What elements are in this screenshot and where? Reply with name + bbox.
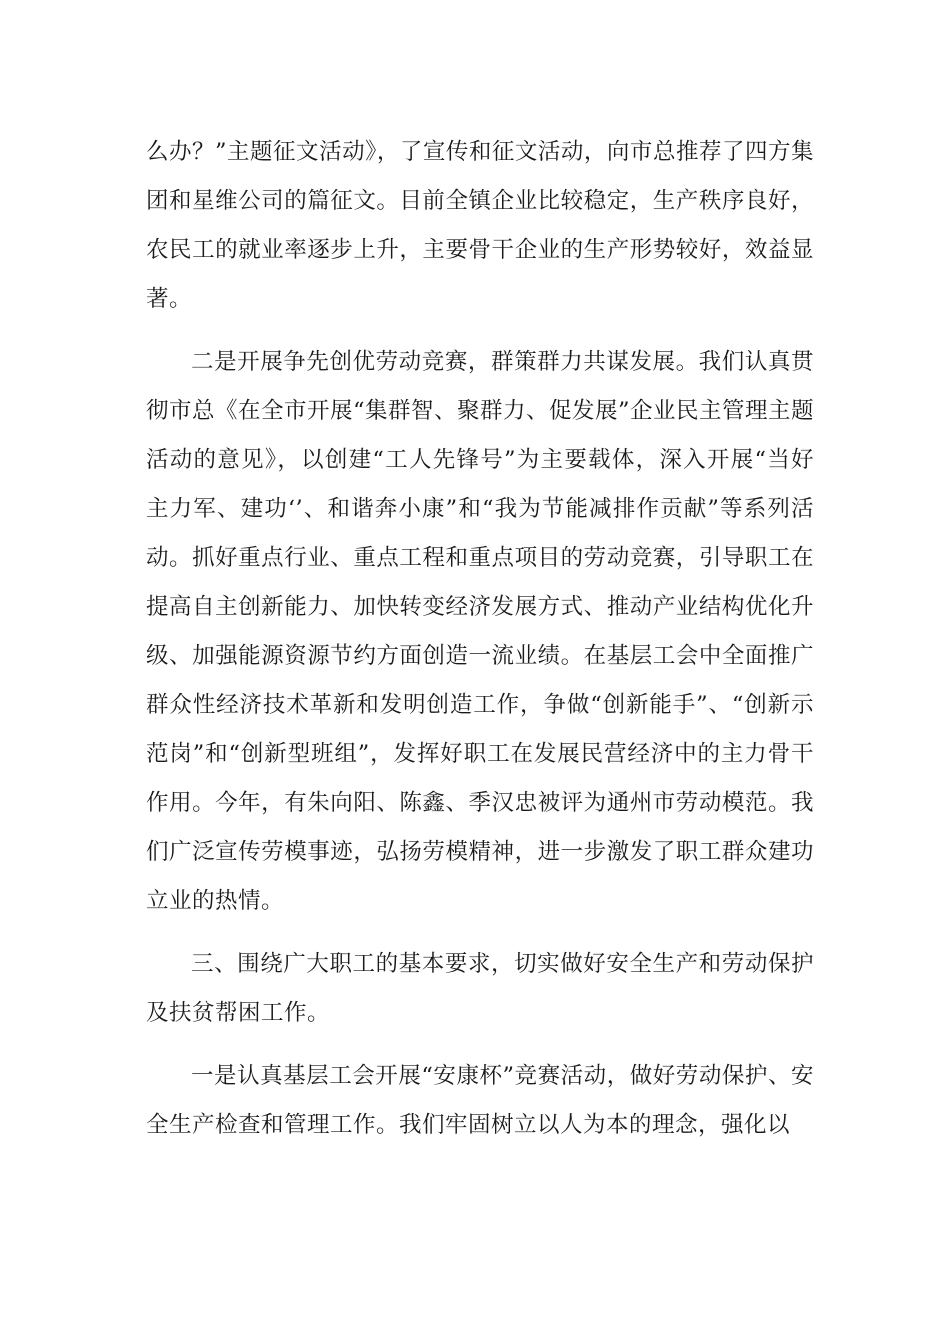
section-heading-three: 三、围绕广大职工的基本要求，切实做好安全生产和劳动保护及扶贫帮困工作。 bbox=[146, 951, 814, 1026]
paragraph-continuation: 么办？”主题征文活动》，了宣传和征文活动，向市总推荐了四方集团和星维公司的篇征文。目前全镇企业比较稳定，生产秩序良好，农民工的就业率逐步上升，主要骨干企业的生产形势较好，效益显著。 bbox=[146, 139, 814, 312]
paragraph-ankang-cup: 一是认真基层工会开展“安康杯”竞赛活动，做好劳动保护、安全生产检查和管理工作。我们牢固树立以人为本的理念，强化以 bbox=[146, 1063, 814, 1138]
document-body bbox=[146, 128, 814, 1150]
paragraph-labor-competition: 二是开展争先创优劳动竞赛，群策群力共谋发展。我们认真贯彻市总《在全市开展“集群智、聚群力、促发展”企业民主管理主题活动的意见》，以创建“工人先锋号”为主要载体，深入开展“当好主力军、建功‘’、和谐奔小康”和“我为节能减排作贡献”等系列活动。抓好重点行业、重点工程和重点项目的劳动竞赛，引导职工在提高自主创新能力、加快转变经济发展方式、推动产业结构优化升级、加强能源资源节约方面创造一流业绩。在基层工会中全面推广群众性经济技术革新和发明创造工作，争做“创新能手”、“创新示范岗”和“创新型班组”，发挥好职工在发展民营经济中的主力骨干作用。今年，有朱向阳、陈鑫、季汉忠被评为通州市劳动模范。我们广泛宣传劳模事迹，弘扬劳模精神，进一步激发了职工群众建功立业的热情。 bbox=[146, 349, 815, 914]
